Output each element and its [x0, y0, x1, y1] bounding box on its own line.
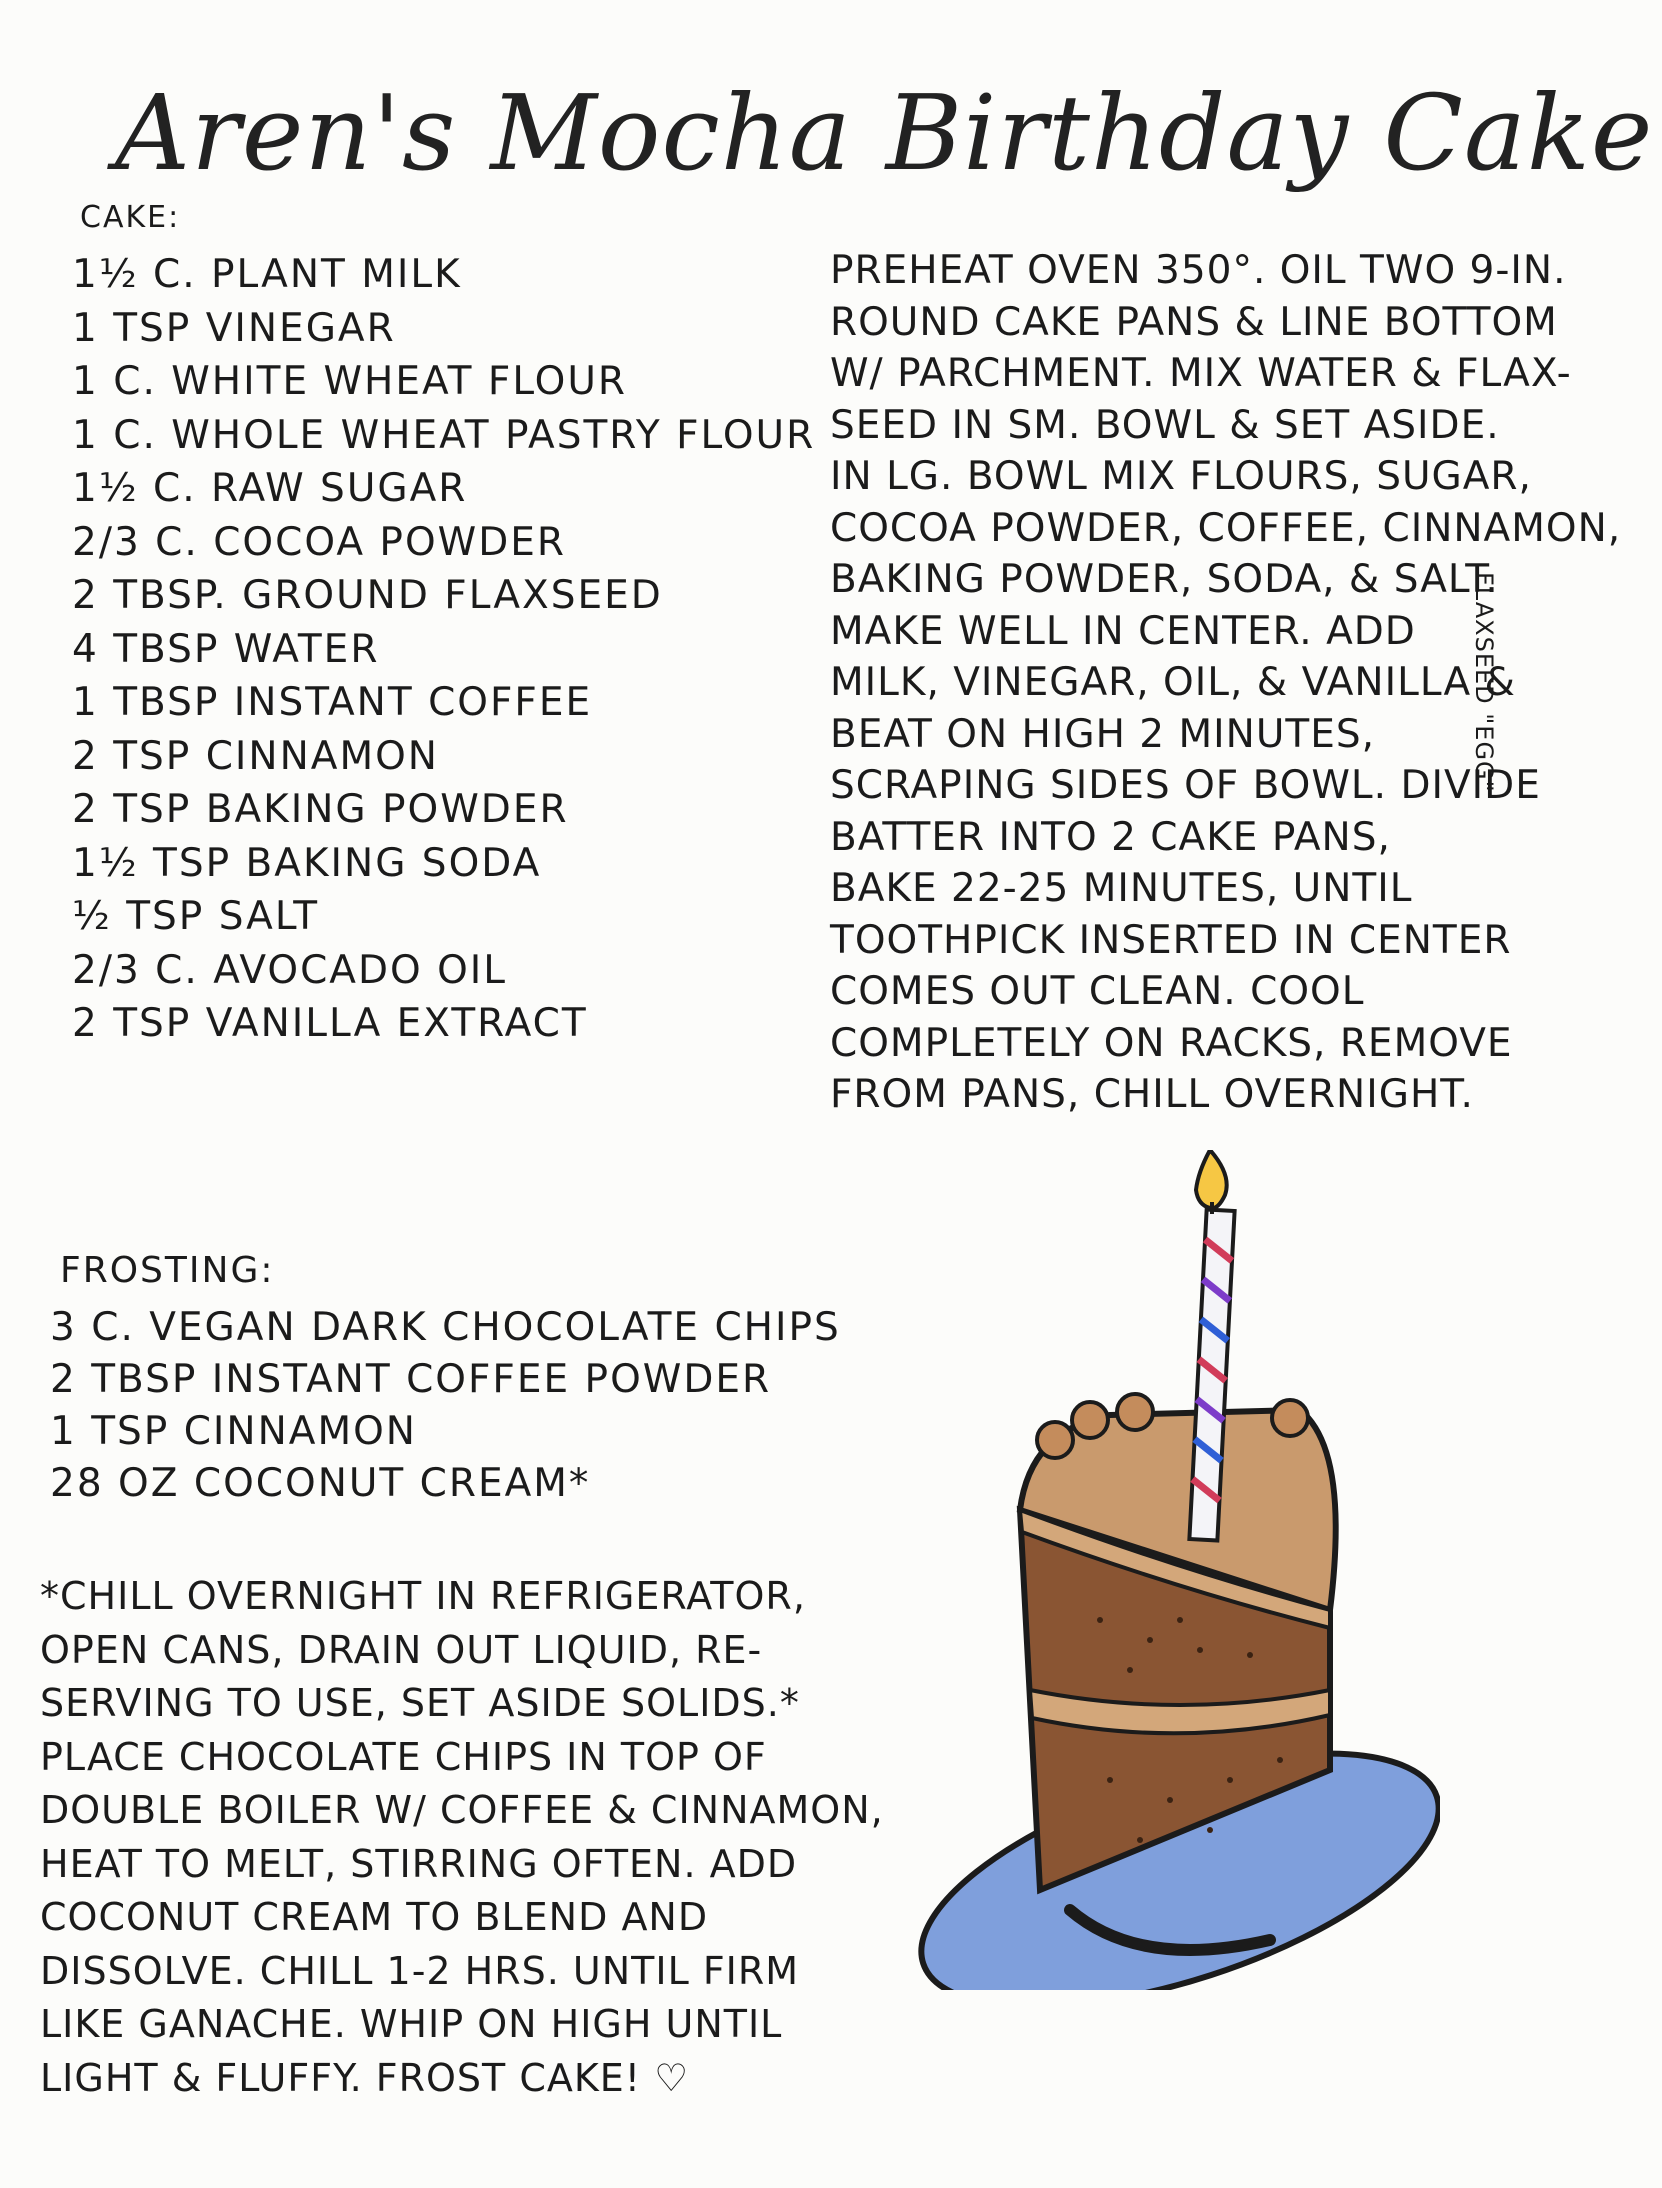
- direction-line: OPEN CANS, DRAIN OUT LIQUID, RE-: [40, 1627, 763, 1672]
- direction-line: BATTER INTO 2 CAKE PANS,: [830, 814, 1391, 860]
- direction-line: COCONUT CREAM TO BLEND AND: [40, 1895, 709, 1939]
- direction-line: SERVING TO USE, SET ASIDE SOLIDS.*: [40, 1681, 800, 1725]
- ingredient-item: 1 TSP VINEGAR: [72, 305, 396, 351]
- cake-slice-illustration: [880, 1150, 1440, 1990]
- ingredient-item: 28 OZ COCONUT CREAM*: [50, 1461, 591, 1506]
- recipe-title: Aren's Mocha Birthday Cake: [115, 72, 1654, 194]
- flame-icon: [1196, 1150, 1227, 1208]
- ingredient-item: 1 C. WHITE WHEAT FLOUR: [72, 359, 627, 404]
- ingredient-item: 2 TSP CINNAMON: [72, 733, 439, 779]
- direction-line: LIKE GANACHE. WHIP ON HIGH UNTIL: [40, 2002, 783, 2046]
- direction-line: W/ PARCHMENT. MIX WATER & FLAX-: [830, 351, 1572, 396]
- ingredient-item: 1½ C. PLANT MILK: [72, 252, 462, 297]
- direction-line: HEAT TO MELT, STIRRING OFTEN. ADD: [40, 1841, 798, 1886]
- ingredient-item: 2/3 C. COCOA POWDER: [72, 519, 566, 565]
- ingredient-item: 1½ C. RAW SUGAR: [72, 466, 468, 511]
- direction-line: MAKE WELL IN CENTER. ADD: [830, 608, 1416, 654]
- cake-directions: [830, 245, 1621, 1121]
- ingredient-item: 2 TSP VANILLA EXTRACT: [72, 1001, 588, 1046]
- direction-line: SEED IN SM. BOWL & SET ASIDE.: [830, 402, 1500, 448]
- direction-line: ROUND CAKE PANS & LINE BOTTOM: [830, 299, 1558, 345]
- direction-line: SCRAPING SIDES OF BOWL. DIVIDE: [830, 763, 1541, 808]
- direction-line: DOUBLE BOILER W/ COFFEE & CINNAMON,: [40, 1788, 884, 1832]
- ingredient-item: 1 TBSP INSTANT COFFEE: [72, 680, 593, 725]
- direction-line: BEAT ON HIGH 2 MINUTES,: [830, 711, 1376, 757]
- ingredient-item: ½ TSP SALT: [72, 894, 320, 939]
- frosting-dollop: [1072, 1402, 1108, 1438]
- direction-line: BAKE 22-25 MINUTES, UNTIL: [830, 866, 1413, 911]
- direction-line: LIGHT & FLUFFY. FROST CAKE! ♡: [40, 2055, 690, 2100]
- ingredient-item: 4 TBSP WATER: [72, 626, 380, 672]
- flaxseed-egg-note: FLAXSEED "EGG": [1470, 572, 1498, 793]
- direction-line: DISSOLVE. CHILL 1-2 HRS. UNTIL FIRM: [40, 1948, 800, 1993]
- frosting-heading: FROSTING:: [60, 1250, 275, 1291]
- direction-line: *CHILL OVERNIGHT IN REFRIGERATOR,: [40, 1574, 806, 1618]
- cake-ingredient-list: [72, 248, 815, 1051]
- direction-line: COMPLETELY ON RACKS, REMOVE: [830, 1020, 1513, 1066]
- frosting-ingredient-list: [50, 1302, 841, 1510]
- ingredient-item: 2 TBSP. GROUND FLAXSEED: [72, 573, 663, 618]
- ingredient-item: 2 TBSP INSTANT COFFEE POWDER: [50, 1357, 772, 1402]
- ingredient-item: 2/3 C. AVOCADO OIL: [72, 947, 508, 993]
- ingredient-item: 1½ TSP BAKING SODA: [72, 840, 542, 886]
- direction-line: COCOA POWDER, COFFEE, CINNAMON,: [830, 505, 1622, 551]
- frosting-dollop: [1117, 1394, 1153, 1430]
- frosting-directions: [40, 1570, 884, 2105]
- frosting-dollop: [1272, 1400, 1308, 1436]
- ingredient-item: 1 TSP CINNAMON: [50, 1409, 417, 1454]
- ingredient-item: 3 C. VEGAN DARK CHOCOLATE CHIPS: [50, 1305, 841, 1350]
- direction-line: PLACE CHOCOLATE CHIPS IN TOP OF: [40, 1734, 767, 1779]
- ingredient-item: 2 TSP BAKING POWDER: [72, 787, 569, 832]
- ingredient-item: 1 C. WHOLE WHEAT PASTRY FLOUR: [72, 412, 816, 458]
- direction-line: IN LG. BOWL MIX FLOURS, SUGAR,: [830, 454, 1532, 499]
- direction-line: BAKING POWDER, SODA, & SALT.: [830, 557, 1499, 602]
- direction-line: FROM PANS, CHILL OVERNIGHT.: [830, 1072, 1474, 1117]
- direction-line: COMES OUT CLEAN. COOL: [830, 969, 1365, 1014]
- cake-heading: CAKE:: [80, 200, 181, 235]
- direction-line: TOOTHPICK INSERTED IN CENTER: [830, 917, 1512, 963]
- frosting-dollop: [1037, 1422, 1073, 1458]
- direction-line: MILK, VINEGAR, OIL, & VANILLA &: [830, 660, 1516, 705]
- direction-line: PREHEAT OVEN 350°. OIL TWO 9-IN.: [830, 248, 1567, 293]
